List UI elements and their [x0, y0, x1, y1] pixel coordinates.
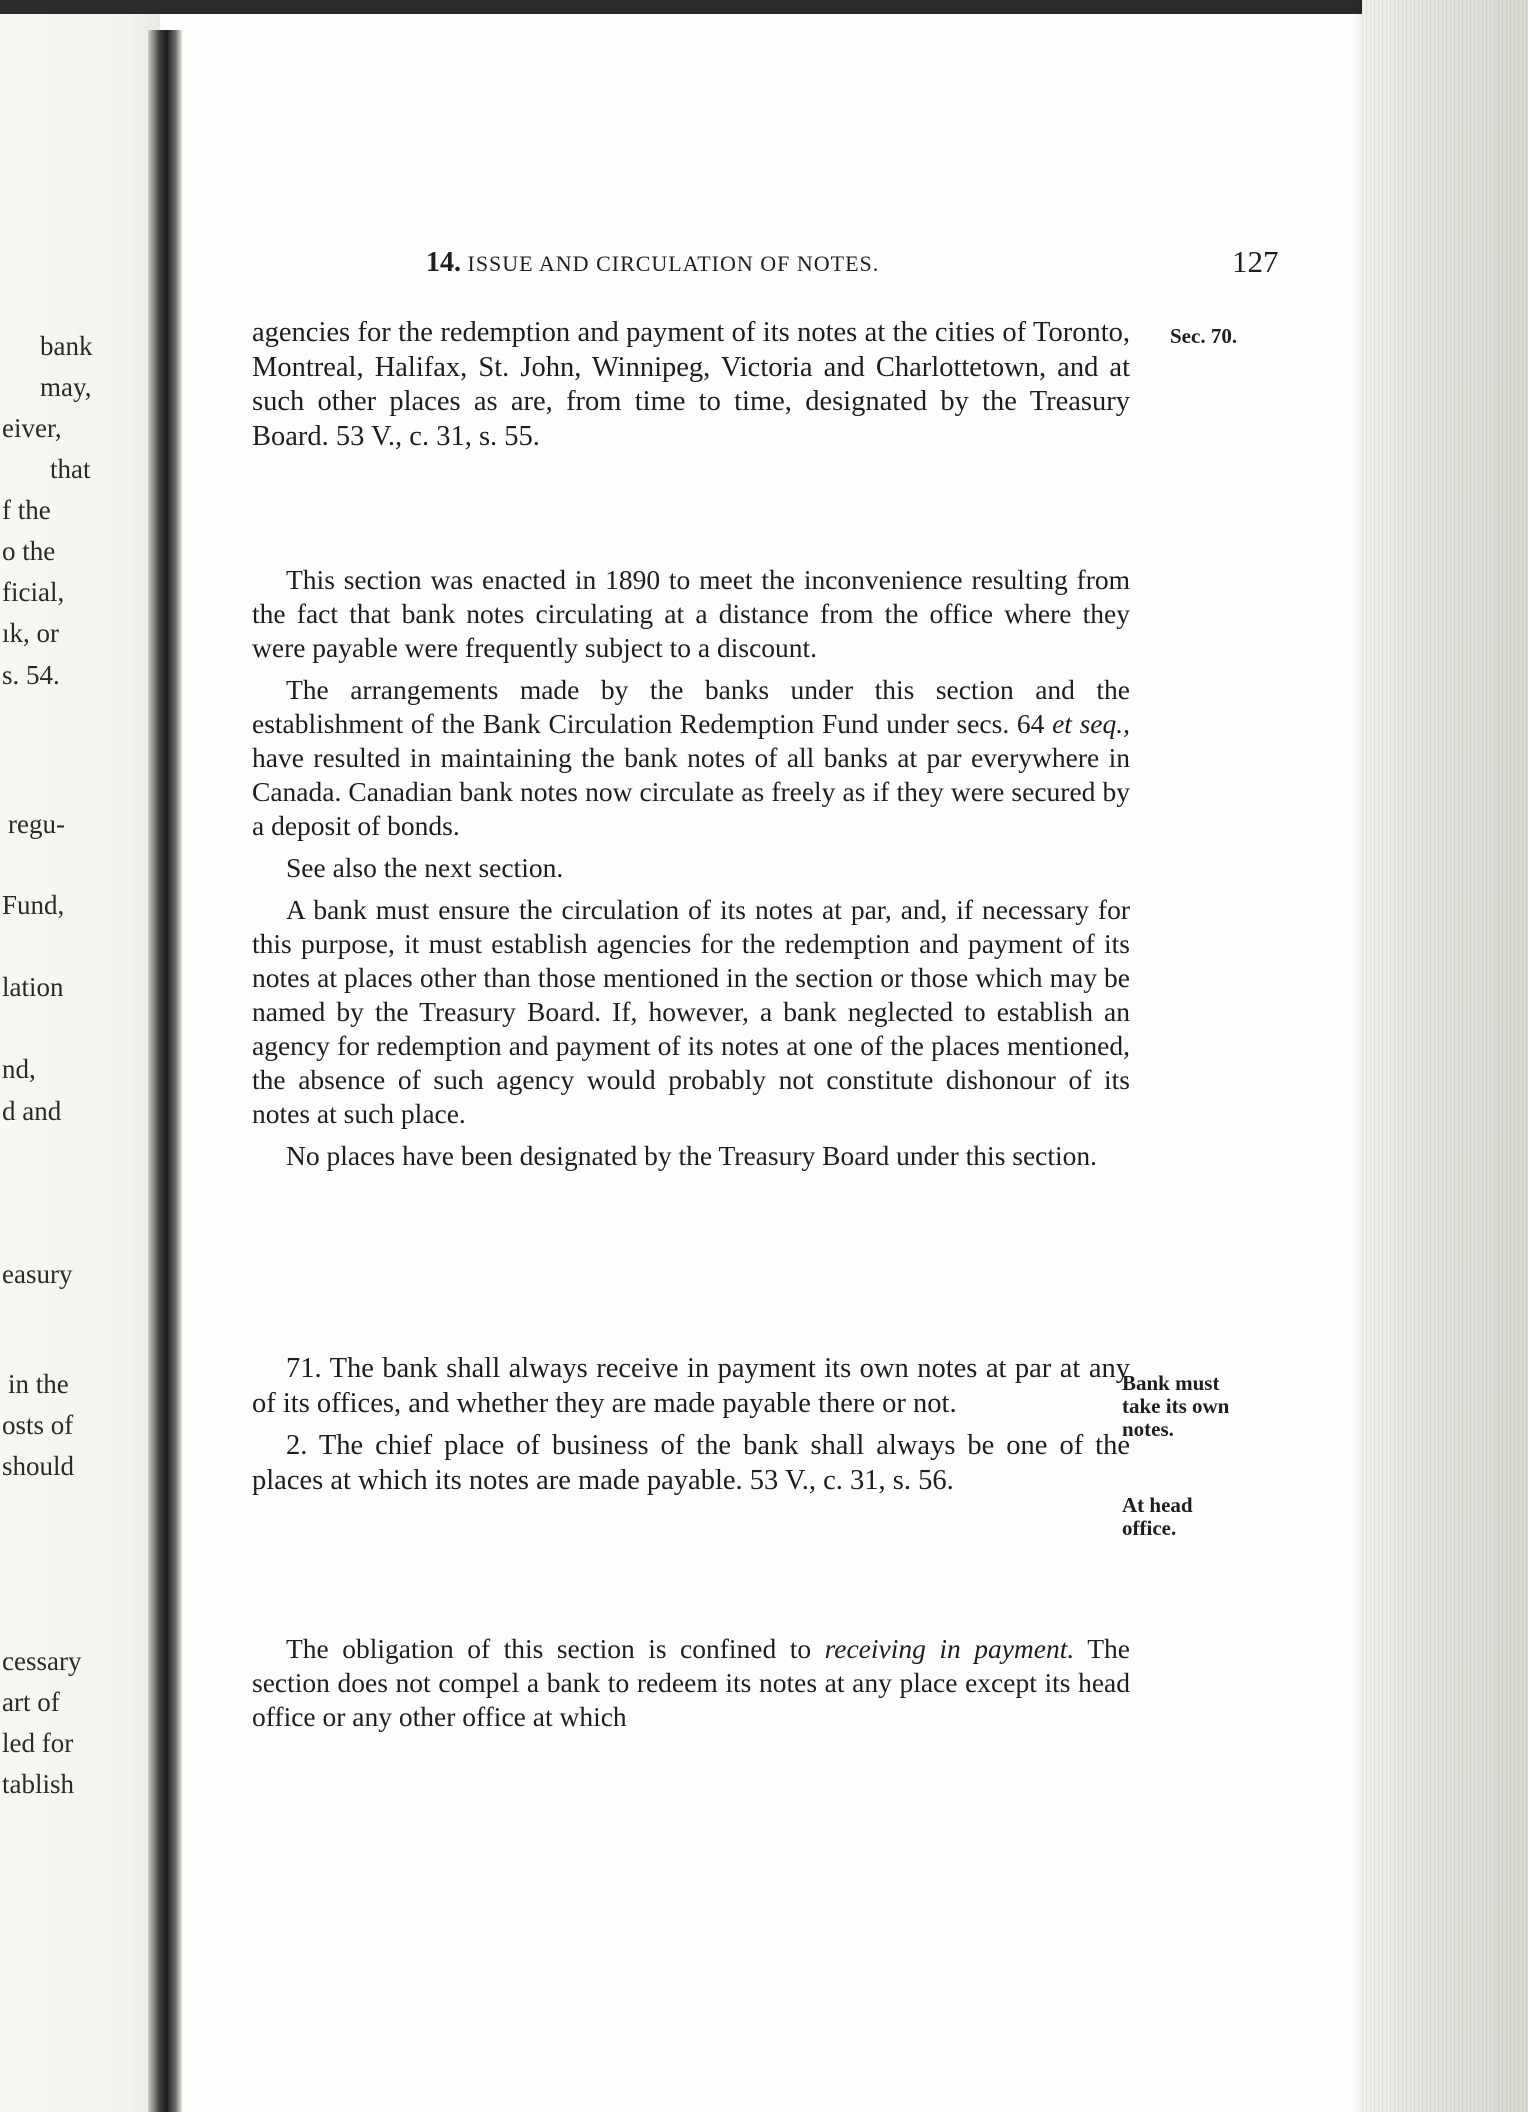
left-page-fragment: lation: [2, 972, 64, 1002]
left-page-fragment: s. 54.: [2, 660, 60, 690]
left-page-fragment: in the: [8, 1369, 69, 1399]
running-head: [426, 247, 879, 279]
left-page-fragment: d and: [2, 1096, 62, 1126]
commentary-text: have resulted in maintaining the bank notes of all banks at par everywhere in Canada. Canadian bank notes now circulate as freely as if they were secured by a deposit of bonds.: [252, 742, 1130, 841]
commentary-text: The obligation of this section is confined to: [286, 1633, 825, 1664]
italic-phrase: receiving in payment.: [824, 1633, 1075, 1664]
section-71-text-block: [252, 1352, 1130, 1498]
commentary-71: [252, 1632, 1130, 1734]
section-number: 71.: [286, 1353, 322, 1384]
scan-top-border: [0, 0, 1528, 14]
page-number: 127: [1232, 244, 1279, 279]
book-page-edges: [1362, 0, 1528, 2112]
book-gutter: [148, 30, 182, 2112]
left-page-fragment: should: [2, 1451, 75, 1481]
commentary-paragraph: [252, 673, 1130, 843]
left-page-fragment: eiver,: [2, 413, 62, 443]
left-page-fragment: nd,: [2, 1054, 36, 1084]
commentary-text: The section does not compel a bank to redeem its notes at any place except its head office or any other office at which: [252, 1633, 1130, 1732]
commentary-paragraph: No places have been designated by the Treasury Board under this section.: [286, 1140, 1098, 1171]
left-page-fragment: tablish: [2, 1769, 74, 1799]
margin-note-bank-must-take-own-notes: Bank must take its own notes.: [1122, 1371, 1230, 1441]
section-70-paragraph: agencies for the redemption and payment of its notes at the cities of Toronto, Montreal, Halifax, St. John, Winnipeg, Victoria and Charlottetown, and at such other places as are, from time to time, designated by the Treasury Board. 53 V., c. 31, s. 55.: [252, 317, 1130, 452]
commentary-70: [252, 563, 1130, 1173]
commentary-paragraph: See also the next section.: [286, 852, 564, 883]
chapter-title: ISSUE AND CIRCULATION OF NOTES.: [467, 251, 880, 276]
left-facing-page: [0, 14, 160, 2112]
left-page-fragment: art of: [2, 1687, 60, 1717]
margin-note-sec-70: Sec. 70.: [1170, 324, 1238, 348]
left-page-fragment: ficial,: [2, 577, 65, 607]
left-page-fragment: f the: [2, 495, 51, 525]
left-page-fragment: easury: [2, 1259, 73, 1289]
commentary-text: The arrangements made by the banks under this section and the establishment of the Bank Circulation Redemption Fund under secs. 64: [252, 674, 1130, 739]
left-page-fragment: o the: [2, 536, 56, 566]
chapter-number: 14.: [426, 247, 461, 278]
left-page-fragment: ık, or: [2, 618, 59, 648]
left-page-fragment: that: [50, 454, 91, 484]
left-page-fragment: Fund,: [2, 890, 65, 920]
commentary-paragraph: [252, 1632, 1130, 1734]
left-page-fragment: led for: [2, 1728, 74, 1758]
commentary-paragraph: A bank must ensure the circulation of its notes at par, and, if necessary for this purpose, it must establish agencies for the redemption and payment of its notes at places other than those mentioned in the section or those which may be named by the Treasury Board. If, however, a bank neglected to establish an agency for redemption and payment of its notes at one of the places mentioned, the absence of such agency would probably not constitute dishonour of its notes at such place.: [252, 894, 1130, 1129]
left-page-fragment: osts of: [2, 1410, 74, 1440]
section-70-text-block: [252, 316, 1130, 454]
subsection-number: 2.: [286, 1430, 308, 1461]
section-71-paragraph-1: [252, 1352, 1130, 1421]
section-text: The bank shall always receive in payment its own notes at par at any of its offices, and whether they are made payable there or not.: [252, 1353, 1130, 1419]
margin-note-at-head-office: At head office.: [1122, 1493, 1193, 1540]
section-71-paragraph-2: [252, 1429, 1130, 1498]
section-text: The chief place of business of the bank shall always be one of the places at which its notes are made payable. 53 V., c. 31, s. 56.: [252, 1430, 1130, 1496]
commentary-paragraph: This section was enacted in 1890 to meet the inconvenience resulting from the fact that bank notes circulating at a distance from the office where they were payable were frequently subject to a discount.: [252, 564, 1130, 663]
left-page-fragment: bank: [40, 331, 93, 361]
left-page-fragment: cessary: [2, 1646, 82, 1676]
left-page-fragment: regu-: [8, 809, 65, 839]
left-page-fragment: may,: [40, 372, 92, 402]
italic-citation: et seq.,: [1052, 708, 1130, 739]
